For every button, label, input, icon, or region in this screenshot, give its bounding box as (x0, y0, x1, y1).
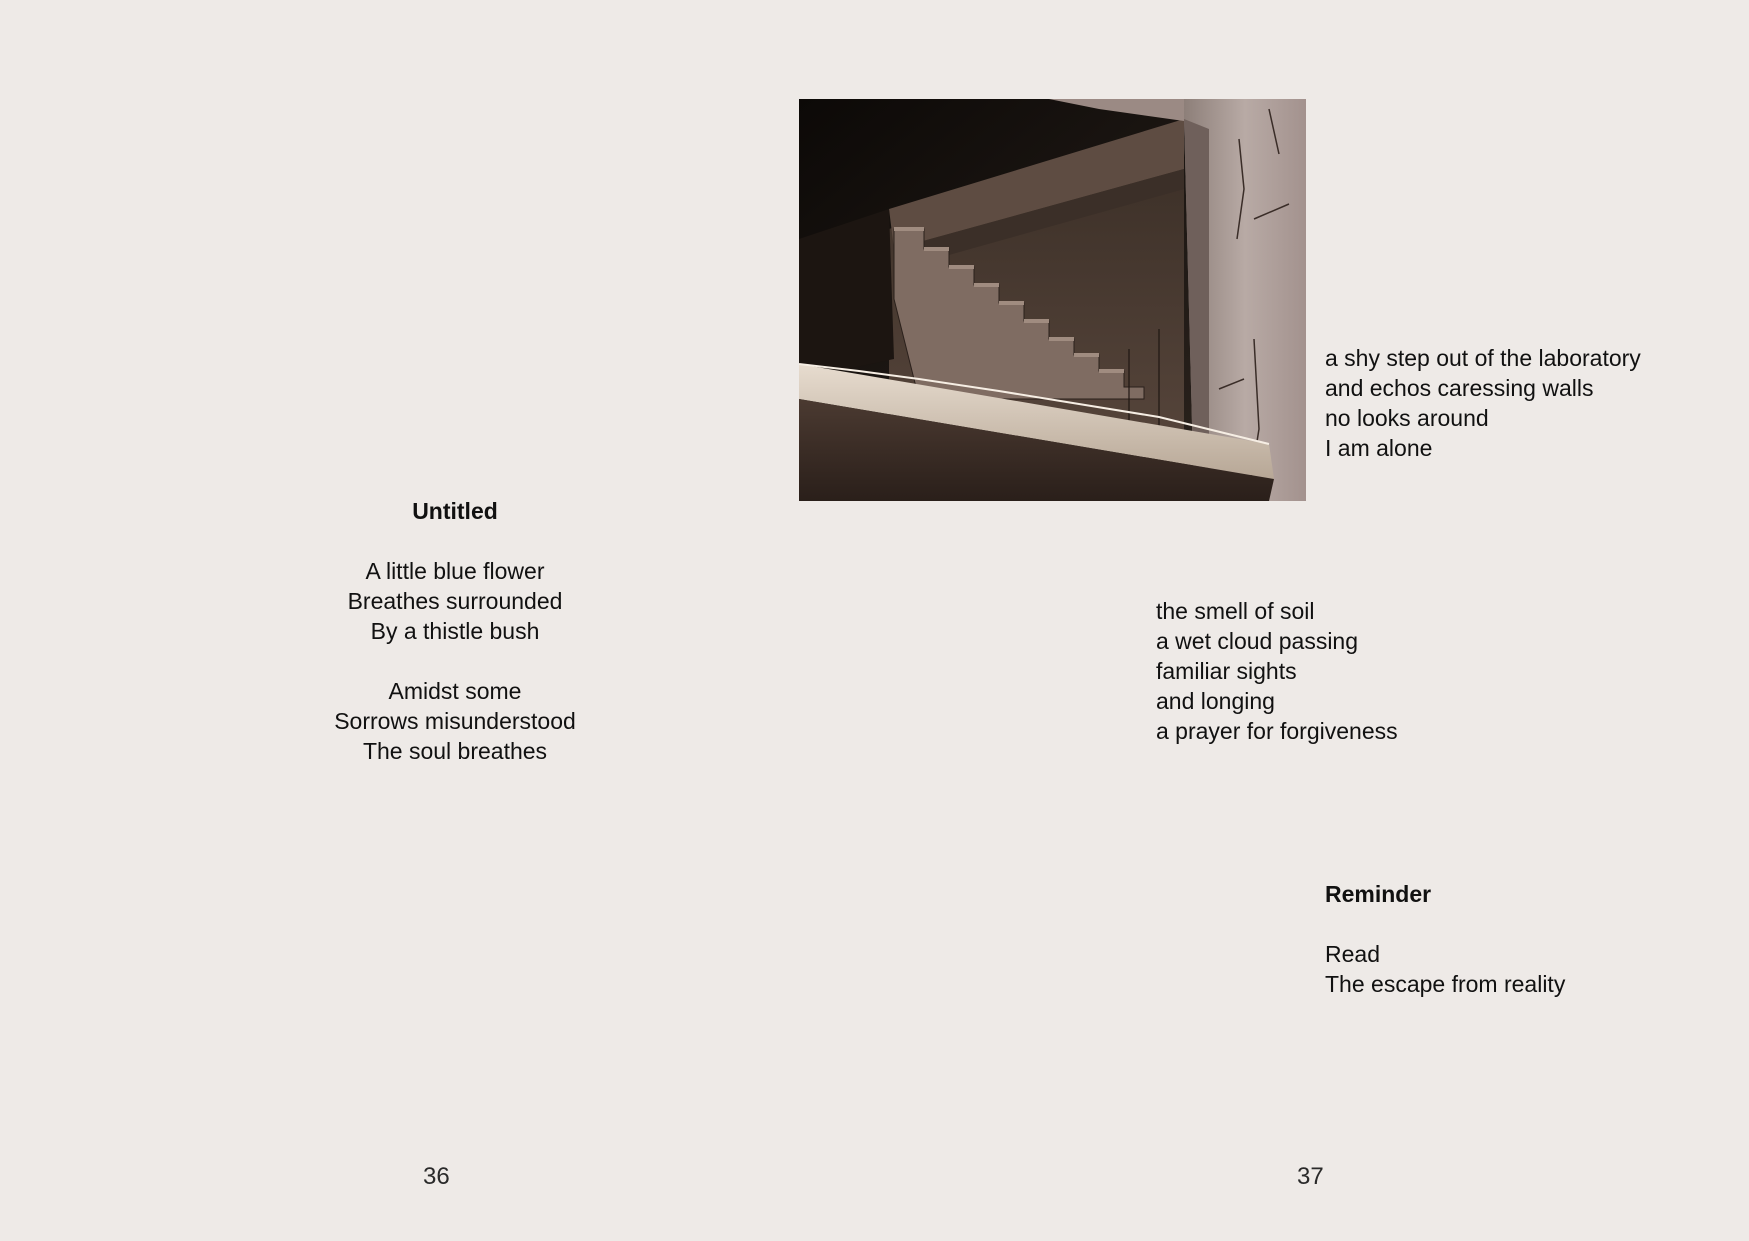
page-number: 37 (1297, 1163, 1324, 1190)
poem-untitled (255, 496, 655, 766)
page-number: 36 (423, 1163, 450, 1190)
poem-line: a shy step out of the laboratory (1325, 345, 1641, 371)
poem-line: familiar sights (1156, 658, 1297, 684)
poem-reminder (1325, 879, 1565, 999)
poem-line: a wet cloud passing (1156, 628, 1359, 654)
poem-title: Reminder (1325, 881, 1432, 907)
poem-line: A little blue flower (365, 558, 545, 584)
poem-line: a prayer for forgiveness (1156, 718, 1398, 744)
poem-line: The escape from reality (1325, 971, 1566, 997)
poem-line: Amidst some (388, 678, 522, 704)
poem-line: I am alone (1325, 435, 1433, 461)
poem-line: Read (1325, 941, 1380, 967)
poem-line: no looks around (1325, 405, 1489, 431)
poem-shy-step (1325, 343, 1641, 463)
poem-line: The soul breathes (362, 738, 548, 764)
poem-title: Untitled (412, 498, 498, 524)
poem-smell-of-soil (1156, 596, 1398, 746)
poem-line: Breathes surrounded (347, 588, 563, 614)
poem-line: and echos caressing walls (1325, 375, 1594, 401)
poem-line: the smell of soil (1156, 598, 1315, 624)
poem-line: By a thistle bush (370, 618, 540, 644)
concrete-staircase-photo (799, 99, 1306, 501)
poem-line: and longing (1156, 688, 1275, 714)
poem-line: Sorrows misunderstood (334, 708, 576, 734)
